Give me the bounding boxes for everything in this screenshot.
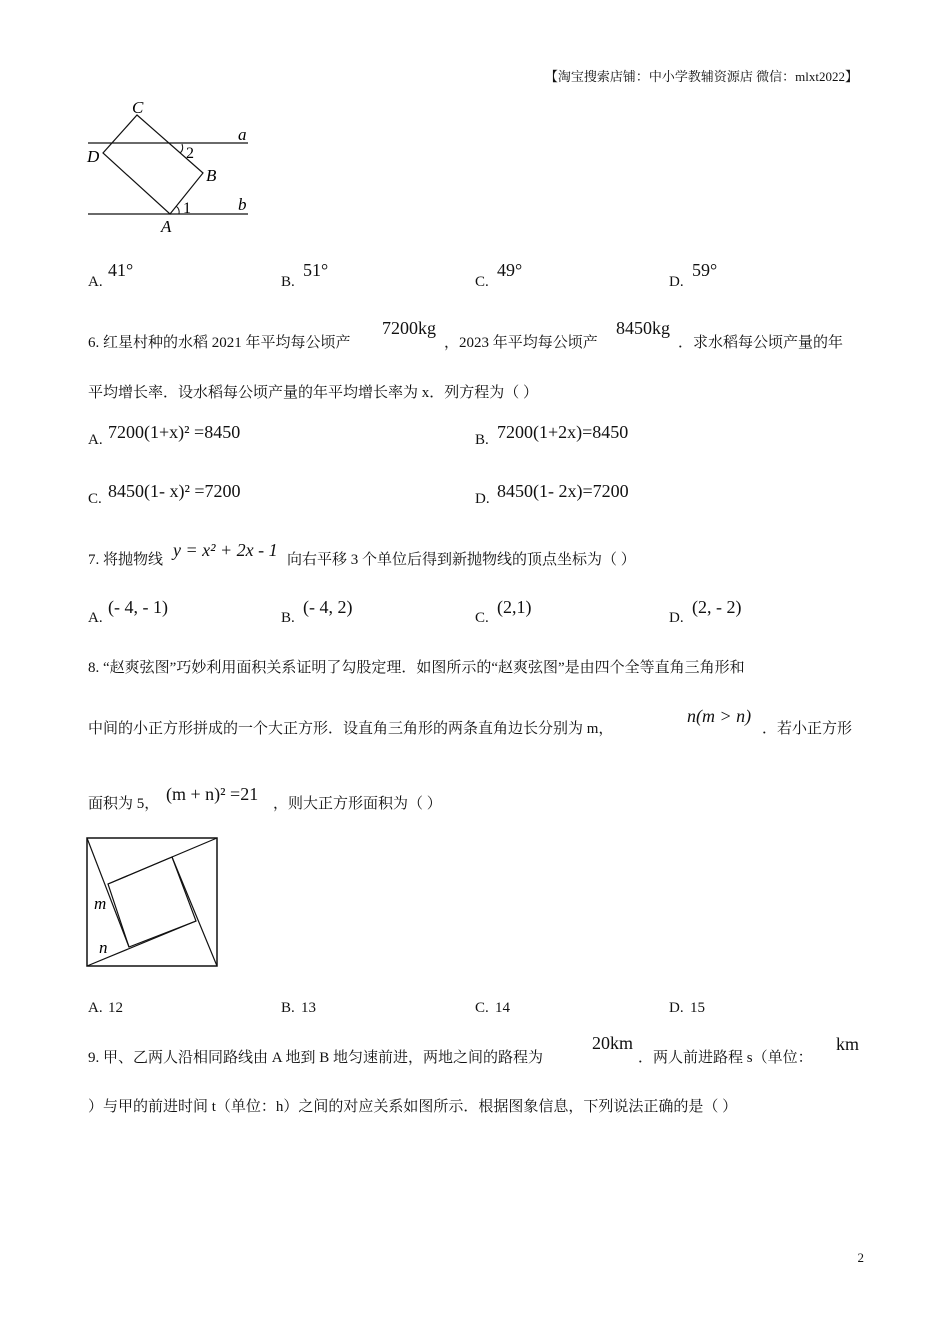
q9-distance-value: 20km bbox=[592, 1033, 634, 1053]
q5-option-c-value: 49° bbox=[497, 260, 523, 280]
q7-option-b-value: (- 4, 2) bbox=[303, 597, 353, 617]
q8-text-line3a: 面积为 5， bbox=[88, 796, 160, 812]
q6-option-a-letter: A. bbox=[88, 432, 103, 448]
q7-text-part2: 向右平移 3 个单位后得到新抛物线的顶点坐标为（ ） bbox=[287, 552, 636, 568]
q8-option-b-value: 13 bbox=[301, 1000, 316, 1016]
q6-option-d-value: 8450(1- 2x)=7200 bbox=[497, 481, 629, 501]
q6-value-2021: 7200kg bbox=[382, 318, 436, 338]
label-n: n bbox=[99, 938, 108, 957]
q5-option-a-letter: A. bbox=[88, 274, 103, 290]
q6-text-part1: 6. 红星村种的水稻 2021 年平均每公顷产 bbox=[88, 335, 351, 351]
angle-1-arc bbox=[176, 206, 179, 214]
q6-text-part3: ．求水稻每公顷产量的年 bbox=[678, 335, 844, 351]
q8-option-c-letter: C. bbox=[475, 1000, 489, 1016]
q6-option-b-value: 7200(1+2x)=8450 bbox=[497, 422, 629, 442]
q5-option-c-letter: C. bbox=[475, 274, 489, 290]
q8-option-a-letter: A. bbox=[88, 1000, 103, 1016]
q8-text-line3b: ，则大正方形面积为（ ） bbox=[273, 796, 442, 812]
q7-option-a-value: (- 4, - 1) bbox=[108, 597, 168, 617]
q6-option-d-letter: D. bbox=[475, 491, 490, 507]
q7-text-part1: 7. 将抛物线 bbox=[88, 552, 164, 568]
triangle-edge-right bbox=[172, 857, 217, 966]
q7-option-d-letter: D. bbox=[669, 610, 684, 626]
label-b-line: b bbox=[238, 195, 247, 214]
q8-option-d-value: 15 bbox=[690, 1000, 705, 1016]
q8-formula-sum: (m + n)² =21 bbox=[166, 784, 259, 804]
q8-option-b-letter: B. bbox=[281, 1000, 295, 1016]
q5-option-b-letter: B. bbox=[281, 274, 295, 290]
label-a-point: A bbox=[161, 217, 172, 236]
q8-formula-mn: n(m > n) bbox=[687, 706, 752, 726]
zhao-shuang-figure bbox=[86, 837, 220, 969]
parallel-lines-figure bbox=[80, 98, 260, 238]
label-a-line: a bbox=[238, 125, 247, 144]
q8-option-c-value: 14 bbox=[495, 1000, 510, 1016]
label-m: m bbox=[94, 894, 107, 913]
label-b-point: B bbox=[206, 166, 217, 185]
page-number: 2 bbox=[857, 1250, 864, 1265]
q6-value-2023: 8450kg bbox=[616, 318, 670, 338]
q9-text-line2: ）与甲的前进时间 t（单位：h）之间的对应关系如图所示．根据图象信息，下列说法正确的是（ ） bbox=[88, 1099, 738, 1115]
page-header: 【淘宝搜索店铺：中小学教辅资源店 微信：mlxt2022】 bbox=[544, 69, 858, 84]
q7-option-a-letter: A. bbox=[88, 610, 103, 626]
q5-option-d-letter: D. bbox=[669, 274, 684, 290]
q7-option-b-letter: B. bbox=[281, 610, 295, 626]
angle-2-arc bbox=[180, 144, 183, 153]
q6-option-b-letter: B. bbox=[475, 432, 489, 448]
label-angle-1: 1 bbox=[183, 200, 191, 217]
q6-option-c-letter: C. bbox=[88, 491, 102, 507]
q8-text-line2b: ．若小正方形 bbox=[762, 721, 853, 737]
label-d: D bbox=[87, 147, 100, 166]
q8-text-line1: 8. “赵爽弦图”巧妙利用面积关系证明了勾股定理．如图所示的“赵爽弦图”是由四个全等直角三角形和 bbox=[88, 660, 745, 676]
q7-option-d-value: (2, - 2) bbox=[692, 597, 742, 617]
q7-formula: y = x² + 2x - 1 bbox=[173, 540, 278, 560]
triangle-edge-left bbox=[87, 838, 129, 947]
q7-option-c-letter: C. bbox=[475, 610, 489, 626]
q6-text-part2: ，2023 年平均每公顷产 bbox=[444, 335, 598, 351]
q9-text-part2: ．两人前进路程 s（单位： bbox=[638, 1050, 813, 1066]
q9-text-part1: 9. 甲、乙两人沿相同路线由 A 地到 B 地匀速前进，两地之间的路程为 bbox=[88, 1050, 544, 1066]
q5-option-a-value: 41° bbox=[108, 260, 134, 280]
q6-option-c-value: 8450(1- x)² =7200 bbox=[108, 481, 241, 501]
q5-option-d-value: 59° bbox=[692, 260, 718, 280]
q6-text-line2: 平均增长率．设水稻每公顷产量的年平均增长率为 x．列方程为（ ） bbox=[88, 385, 539, 401]
inner-square bbox=[108, 857, 196, 947]
q5-option-b-value: 51° bbox=[303, 260, 329, 280]
q8-option-d-letter: D. bbox=[669, 1000, 684, 1016]
label-angle-2: 2 bbox=[186, 145, 194, 162]
q8-option-a-value: 12 bbox=[108, 1000, 123, 1016]
q8-text-line2a: 中间的小正方形拼成的一个大正方形．设直角三角形的两条直角边长分别为 m， bbox=[88, 721, 614, 737]
q9-unit-km: km bbox=[836, 1034, 860, 1054]
q7-option-c-value: (2,1) bbox=[497, 597, 532, 617]
label-c: C bbox=[132, 98, 144, 117]
q6-option-a-value: 7200(1+x)² =8450 bbox=[108, 422, 241, 442]
triangle-edge-top bbox=[108, 838, 217, 884]
